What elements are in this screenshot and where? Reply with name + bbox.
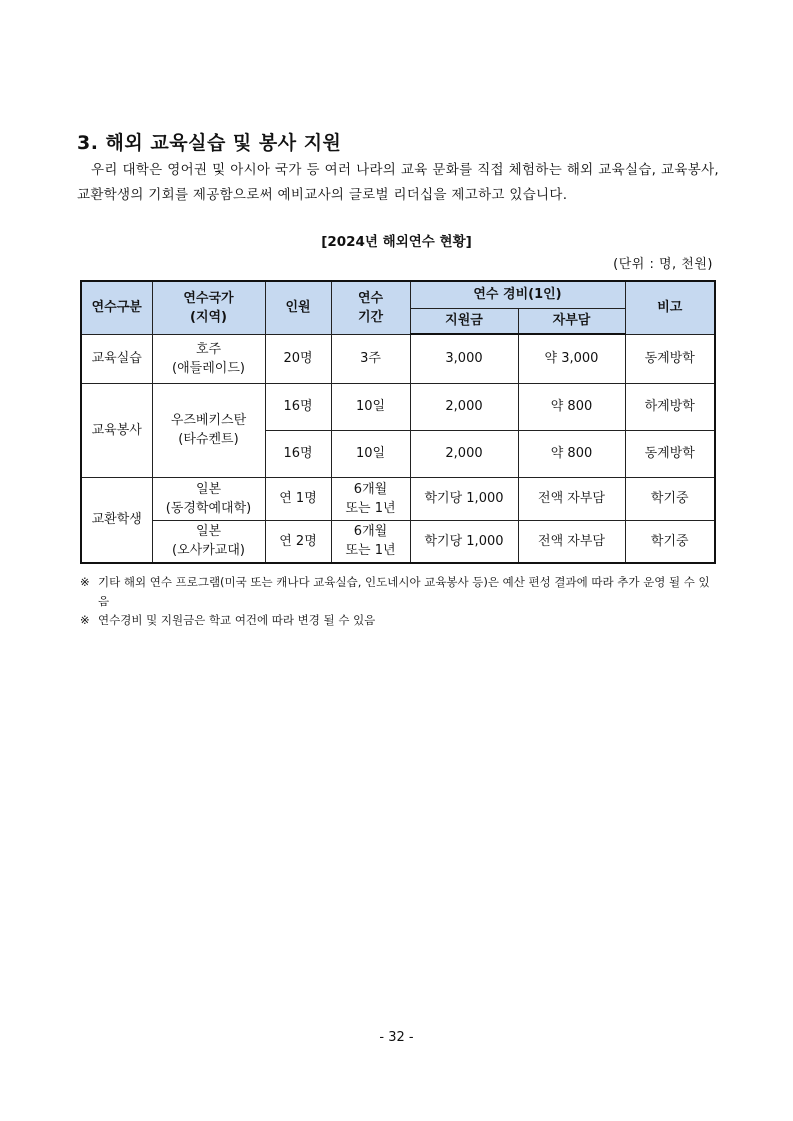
cell-period [331, 477, 410, 520]
cell-category: 교육실습 [81, 334, 152, 383]
page-number: - 32 - [379, 1030, 414, 1045]
cell-period: 10일 [331, 430, 410, 477]
reference-mark-icon: ※ [80, 613, 90, 627]
cell-people: 16명 [265, 430, 331, 477]
cell-note: 학기중 [625, 477, 715, 520]
cell-category: 교육봉사 [81, 383, 152, 477]
cell-country-line1: 일본 [195, 524, 222, 540]
cell-period-line2: 또는 1년 [345, 500, 396, 516]
cell-self-pay: 약 800 [518, 430, 625, 477]
cell-period-line1: 6개월 [353, 524, 388, 540]
header-people: 인원 [265, 281, 331, 334]
cell-note: 하계방학 [625, 383, 715, 430]
cell-country-line2: (동경학예대학) [165, 500, 252, 516]
cell-self-pay: 전액 자부담 [518, 520, 625, 563]
section-paragraph: 우리 대학은 영어권 및 아시아 국가 등 여러 나라의 교육 문화를 직접 체험하는 해외 교육실습, 교육봉사, 교환학생의 기회를 제공함으로써 예비교사의 글로벌 리더십을 제고하고 있습니다. [77, 162, 719, 203]
cell-people: 연 2명 [265, 520, 331, 563]
cell-note: 학기중 [625, 520, 715, 563]
cell-country-line1: 일본 [195, 481, 222, 497]
table-row [81, 520, 715, 563]
reference-mark-icon: ※ [80, 575, 90, 589]
table-row [81, 334, 715, 383]
cell-period: 3주 [331, 334, 410, 383]
cell-support: 2,000 [410, 430, 518, 477]
header-note: 비고 [625, 281, 715, 334]
section-heading: 3. 해외 교육실습 및 봉사 지원 [77, 132, 342, 154]
cell-country [152, 520, 265, 563]
cell-self-pay: 약 3,000 [518, 334, 625, 383]
header-period-line1: 연수 [357, 290, 384, 306]
footnote [80, 573, 720, 611]
table-title: [2024년 해외연수 현황] [321, 234, 472, 250]
cell-period-line2: 또는 1년 [345, 543, 396, 559]
header-country [152, 281, 265, 334]
table-row [81, 477, 715, 520]
header-cost: 연수 경비(1인) [410, 281, 625, 308]
cell-country [152, 477, 265, 520]
footnotes [80, 573, 720, 630]
cell-support: 학기당 1,000 [410, 477, 518, 520]
overseas-training-table [80, 280, 716, 564]
cell-country-line2: (타슈켄트) [178, 432, 239, 447]
cell-support: 2,000 [410, 383, 518, 430]
cell-country-line1: 호주 [195, 341, 222, 357]
cell-self-pay: 약 800 [518, 383, 625, 430]
cell-country-line2: (애들레이드) [172, 360, 245, 376]
cell-people: 20명 [265, 334, 331, 383]
cell-note: 동계방학 [625, 334, 715, 383]
header-category: 연수구분 [81, 281, 152, 334]
table-row [81, 383, 715, 430]
cell-country [152, 334, 265, 383]
cell-country [152, 383, 265, 477]
cell-note: 동계방학 [625, 430, 715, 477]
header-country-line1: 연수국가 [183, 290, 234, 306]
footnote-text: 기타 해외 연수 프로그램(미국 또는 캐나다 교육실습, 인도네시아 교육봉사 등)은 예산 편성 결과에 따라 추가 운영 될 수 있음 [98, 575, 710, 608]
cell-people: 연 1명 [265, 477, 331, 520]
footnote-text: 연수경비 및 지원금은 학교 여건에 따라 변경 될 수 있음 [98, 613, 376, 627]
cell-period-line1: 6개월 [353, 481, 388, 497]
cell-country-line2: (오사카교대) [172, 543, 245, 559]
cell-people: 16명 [265, 383, 331, 430]
header-support: 지원금 [410, 308, 518, 334]
cell-support: 학기당 1,000 [410, 520, 518, 563]
cell-country-line1: 우즈베키스탄 [170, 413, 247, 428]
cell-category: 교환학생 [81, 477, 152, 563]
cell-period [331, 520, 410, 563]
header-self-pay: 자부담 [518, 308, 625, 334]
header-country-line2: (지역) [190, 309, 227, 325]
header-period-line2: 기간 [357, 309, 384, 325]
footnote [80, 611, 720, 630]
table-unit: (단위 : 명, 천원) [613, 257, 713, 272]
cell-self-pay: 전액 자부담 [518, 477, 625, 520]
header-period [331, 281, 410, 334]
cell-support: 3,000 [410, 334, 518, 383]
cell-period: 10일 [331, 383, 410, 430]
